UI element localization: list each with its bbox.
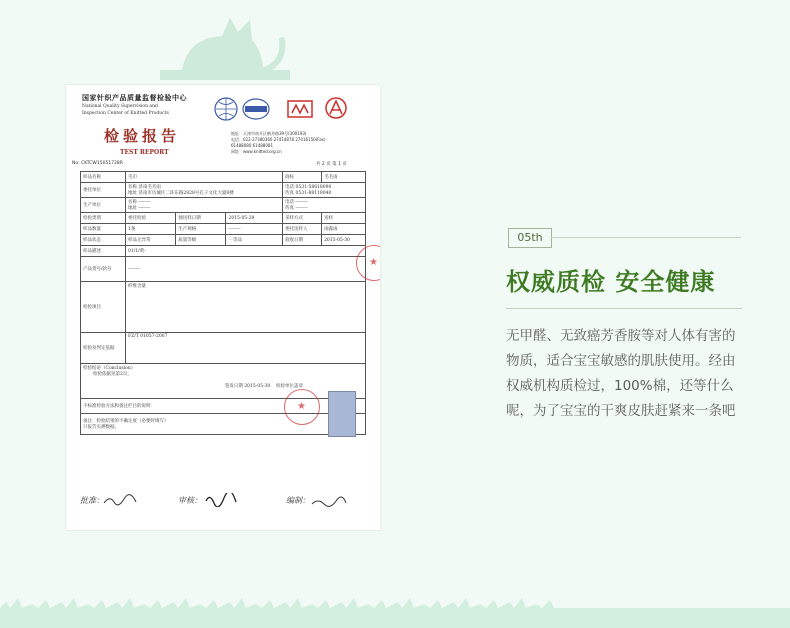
cal-logo-icon (326, 98, 346, 118)
tag-divider-line (551, 237, 741, 238)
issue-date-value: 2015-05-30 (244, 384, 271, 389)
heading-divider (506, 308, 742, 309)
maker-name: 名称 -------- (128, 200, 151, 205)
conclusion-value: 检验依据见第2页。 (93, 372, 132, 377)
issue-info (83, 383, 363, 389)
desc-line-2: 物质，适合宝宝敏感的肌肤使用。经由 (506, 353, 736, 369)
report-title-en: TEST REPORT (120, 149, 169, 156)
org-name-en-1: National Quality Supervision and (82, 104, 158, 109)
note-uncertainty: 备注：检验结果的不确定度（必要时填写） (83, 419, 169, 424)
issuing-unit-label: 检验单位盖章 (276, 384, 303, 389)
client-contact (283, 183, 366, 198)
contact-address: 地址：天津市南开区鹤舟路39号(300193) (231, 131, 307, 136)
report-number: No: CKTCW15051728R (72, 161, 123, 166)
signature-approve-icon (102, 493, 142, 507)
client-fax: 传真 0531-88118040 (285, 191, 332, 196)
test-items-value: 纤维含量 (126, 282, 366, 333)
cnas-logo-icon (243, 99, 269, 119)
note-method: 不标准检验方法和备注栏目的说明： (81, 399, 366, 414)
desc-line-3: 权威机构质检过，100%棉，还等什么 (506, 378, 734, 394)
test-date-label: 验收日期 (283, 235, 322, 246)
note-measured: 只报告实测数据。 (83, 425, 119, 430)
maker-fax: 传真 -------- (285, 206, 308, 211)
maker-name-address (126, 198, 283, 213)
section-number-tag: 05th (508, 228, 552, 248)
official-stamp-icon: ★ (284, 389, 320, 425)
sample-photo (328, 391, 356, 437)
conclusion-label: 检验结论（Conclusion） (83, 366, 136, 371)
maker-contact (283, 198, 366, 213)
goods-no-value: -------- (126, 257, 366, 282)
brand-value: 毛毛雨 (322, 172, 366, 183)
maker-label: 生产单位 (81, 198, 126, 213)
client-name: 名称 济南毛毛雨 (128, 185, 161, 190)
sample-desc-label: 样品描述 (81, 246, 126, 257)
issue-date-label: 签发日期 (224, 384, 243, 389)
section-description (506, 324, 764, 424)
page-info: 共 2 页 第 1 页 (316, 162, 347, 167)
sample-qty-value: 1条 (126, 224, 176, 235)
sign-editor-label: 编制： (286, 496, 310, 505)
signature-editor-icon (310, 495, 350, 509)
standard-value: FZ/T 01057-2007 (126, 333, 366, 364)
report-title-cn: 检验报告 (104, 127, 181, 145)
deliverer-label: 委托送样人 (283, 224, 322, 235)
goods-no-label: 产品货号/款号 (81, 257, 126, 282)
sampling-method-value: 送样 (322, 213, 366, 224)
conclusion-cell (81, 364, 366, 399)
test-type-value: 委托检验 (126, 213, 176, 224)
cma-logo-icon (288, 101, 312, 117)
test-date-value: 2015-05-30 (322, 235, 366, 246)
sampling-method-label: 采样方式 (283, 213, 322, 224)
test-type-label: 检验类别 (81, 213, 126, 224)
maker-address: 地址 -------- (128, 206, 151, 211)
client-tel: 电话 0531-58618090 (285, 185, 332, 190)
quality-grade-value: 一等品 (226, 235, 283, 246)
brand-label: 商标 (283, 172, 322, 183)
sample-desc-value: 01/1/黄- (126, 246, 366, 257)
seam-stamp-icon: ★ (356, 245, 380, 281)
desc-line-1: 无甲醛、无致癌芳香胺等对人体有害的 (506, 328, 736, 344)
quality-grade-label: 质量等级 (176, 235, 226, 246)
sample-status-label: 样品状态 (81, 235, 126, 246)
sampling-date-label: 抽送样日期 (176, 213, 226, 224)
globe-logo-icon (215, 98, 237, 120)
standard-label: 检验及判定依据 (81, 333, 126, 364)
spec-label: 生产规格 (176, 224, 226, 235)
report-header (82, 93, 222, 117)
sample-name-label: 样品名称 (81, 172, 126, 183)
client-address: 地址 济南市历城区二环东路2828号孔子文化大厦8楼 (128, 191, 234, 196)
test-report-document (66, 85, 380, 530)
sample-name-value: 毛巾 (126, 172, 283, 183)
sample-status-value: 样品无异常 (126, 235, 176, 246)
sampling-date-value: 2015-05-29 (226, 213, 283, 224)
maker-tel: 电话 -------- (285, 200, 308, 205)
org-name-en-2: Inspection Center of Knitted Products (82, 111, 169, 116)
signature-review-icon (204, 493, 244, 507)
contact-phone: 电话：022-27380360 27414878 27416150(Fax) (231, 137, 326, 142)
sign-approve-label: 批准： (80, 496, 104, 505)
cat-silhouette-icon (160, 0, 290, 80)
spec-value: -------- (226, 224, 283, 235)
org-name-cn: 国家针织产品质量监督检验中心 (82, 93, 187, 102)
deliverer-value: 雨露雨 (322, 224, 366, 235)
client-name-address (126, 183, 283, 198)
desc-line-4: 呢，为了宝宝的干爽皮肤赶紧来一条吧 (506, 403, 736, 419)
client-label: 委托单位 (81, 183, 126, 198)
section-heading: 权威质检 安全健康 (506, 268, 716, 296)
contact-info (231, 131, 326, 155)
test-items-label: 检验项目 (81, 282, 126, 333)
certification-logos (214, 93, 374, 129)
contact-website: 网址：www.knitted.org.cn (231, 149, 282, 154)
sample-qty-label: 样品数量 (81, 224, 126, 235)
grass-cats-decoration-icon (0, 590, 790, 628)
report-table (80, 171, 366, 435)
contact-phone-2: 61488080 61488081 (231, 143, 273, 148)
sign-review-label: 审核： (178, 496, 202, 505)
note-remarks (81, 414, 366, 435)
